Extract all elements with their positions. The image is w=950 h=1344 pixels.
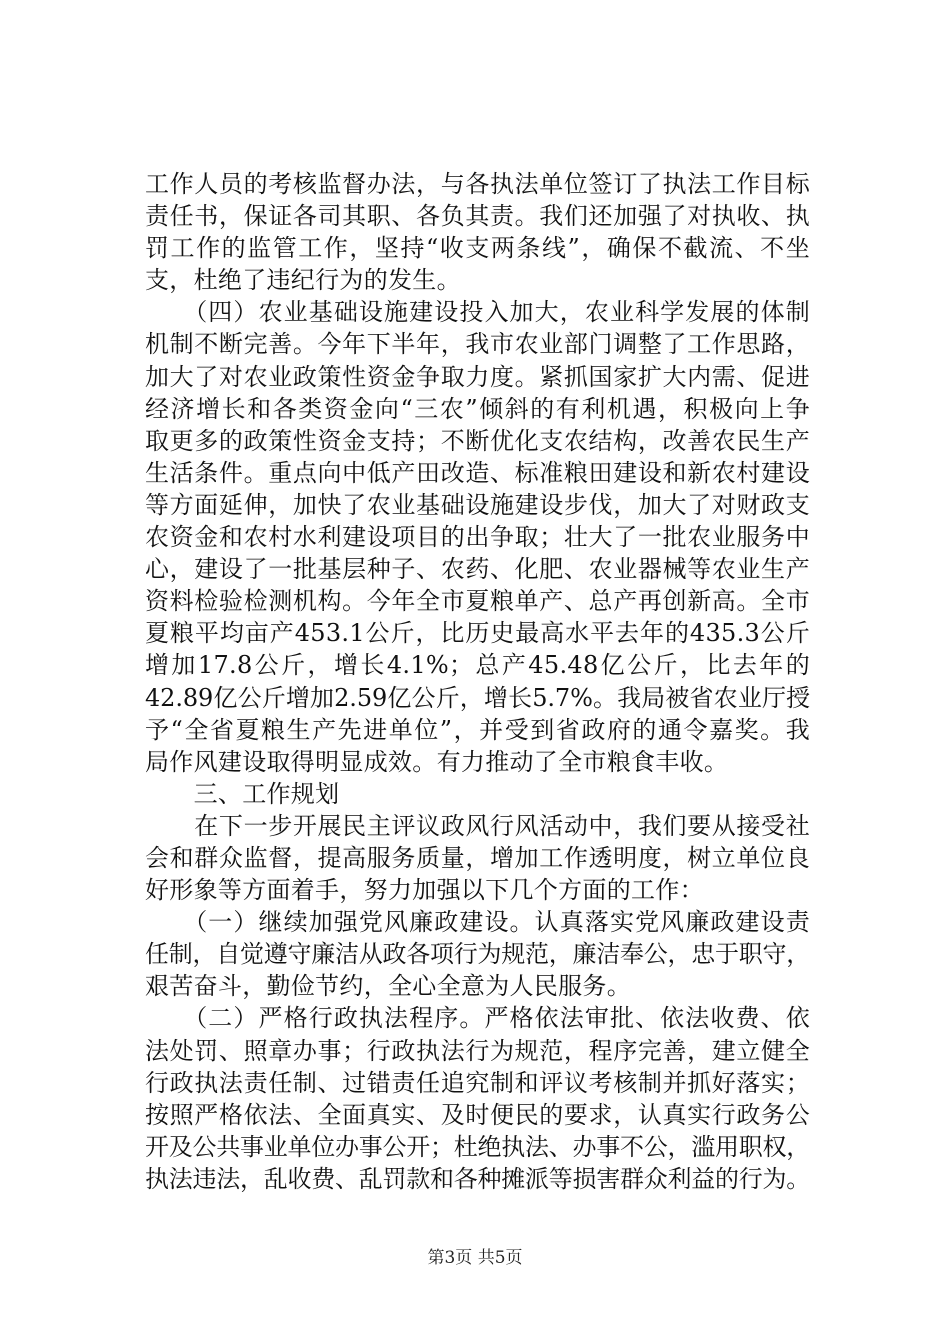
text-line: 任制，自觉遵守廉洁从政各项行为规范，廉洁奉公，忠于职守，	[145, 940, 810, 969]
text-line: 工作人员的考核监督办法，与各执法单位签订了执法工作目标	[145, 170, 810, 198]
text-line: （二）严格行政执法程序。严格依法审批、依法收费、依	[145, 1004, 810, 1033]
page-number-footer: 第3页 共5页	[427, 1248, 523, 1268]
text-line: 农资金和农村水利建设项目的出争取；壮大了一批农业服务中	[145, 523, 810, 552]
text-line: 行政执法责任制、过错责任追究制和评议考核制并抓好落实；	[145, 1068, 810, 1097]
text-line: 好形象等方面着手，努力加强以下几个方面的工作：	[145, 876, 704, 905]
text-line: 责任书，保证各司其职、各负其责。我们还加强了对执收、执	[145, 202, 810, 231]
text-line: 艰苦奋斗，勤俭节约，全心全意为人民服务。	[145, 972, 631, 1001]
text-line: 夏粮平均亩产453.1公斤，比历史最高水平去年的435.3公斤	[145, 619, 810, 648]
text-line: 局作风建设取得明显成效。有力推动了全市粮食丰收。	[145, 747, 729, 776]
text-line: 资料检验检测机构。今年全市夏粮单产、总产再创新高。全市	[145, 587, 810, 616]
text-line: 经济增长和各类资金向“三农”倾斜的有利机遇，积极向上争	[145, 394, 810, 423]
text-line: 增加17.8公斤，增长4.1%；总产45.48亿公斤，比去年的	[145, 651, 810, 680]
text-line: 等方面延伸，加快了农业基础设施建设步伐，加大了对财政支	[145, 490, 810, 519]
text-line: 心，建设了一批基层种子、农药、化肥、农业器械等农业生产	[145, 555, 810, 584]
text-line: 予“全省夏粮生产先进单位”，并受到省政府的通令嘉奖。我	[145, 715, 810, 744]
text-line: 取更多的政策性资金支持；不断优化支农结构，改善农民生产	[145, 426, 810, 455]
text-line: 开及公共事业单位办事公开；杜绝执法、办事不公，滥用职权，	[145, 1132, 810, 1161]
text-line: 执法违法，乱收费、乱罚款和各种摊派等损害群众利益的行为。	[145, 1164, 810, 1193]
section-heading: 三、工作规划	[145, 779, 340, 808]
text-line: 机制不断完善。今年下半年，我市农业部门调整了工作思路，	[145, 330, 810, 359]
text-line: （四）农业基础设施建设投入加大，农业科学发展的体制	[145, 298, 810, 327]
text-line: 按照严格依法、全面真实、及时便民的要求，认真实行政务公	[145, 1100, 810, 1129]
text-line: 加大了对农业政策性资金争取力度。紧抓国家扩大内需、促进	[145, 362, 810, 391]
text-line: （一）继续加强党风廉政建设。认真落实党风廉政建设责	[145, 908, 810, 937]
text-line: 在下一步开展民主评议政风行风活动中，我们要从接受社	[145, 811, 810, 840]
text-line: 支，杜绝了违纪行为的发生。	[145, 266, 461, 295]
text-line: 会和群众监督，提高服务质量，增加工作透明度，树立单位良	[145, 843, 810, 872]
text-line: 42.89亿公斤增加2.59亿公斤，增长5.7%。我局被省农业厅授	[145, 683, 810, 712]
text-line: 罚工作的监管工作，坚持“收支两条线”，确保不截流、不坐	[145, 234, 810, 263]
text-line: 法处罚、照章办事；行政执法行为规范，程序完善，建立健全	[145, 1036, 810, 1065]
text-line: 生活条件。重点向中低产田改造、标准粮田建设和新农村建设	[145, 458, 810, 487]
document-body	[145, 168, 810, 1195]
